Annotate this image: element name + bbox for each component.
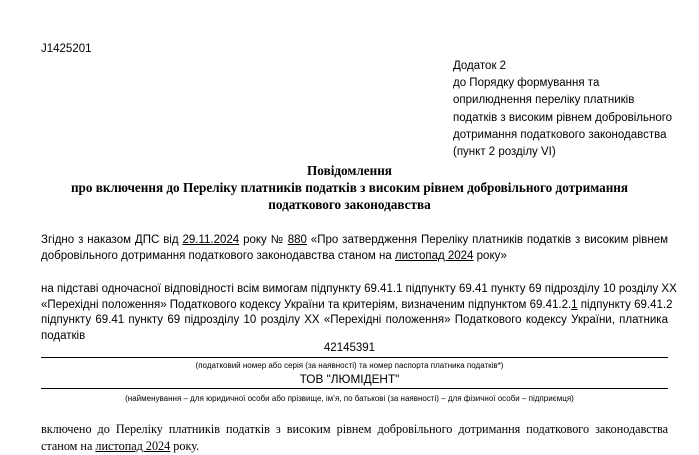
basis-subclause: 1: [571, 298, 578, 311]
basis-text: підпункту 69.41.2: [577, 298, 673, 311]
order-paragraph: [41, 233, 668, 264]
title-line: про включення до Переліку платників податків з високим рівнем добровільного дотримання: [70, 180, 629, 195]
basis-text: «Перехідні положення» Податкового кодексу України та критеріям, визначеним підпунктом 69.41.2.: [41, 298, 572, 311]
inclusion-paragraph: [41, 421, 668, 454]
basis-line: підпункту 69.41 пункту 69 підрозділу 10 розділу XX «Перехідні положення» Податкового кодексу України, платника: [41, 314, 668, 327]
tax-id-value: 42145391: [323, 342, 376, 354]
company-name: ТОВ "ЛЮМІДЕНТ": [299, 372, 400, 386]
order-date: 29.11.2024: [182, 234, 240, 246]
company-caption: (найменування – для юридичної особи або прізвище, ім’я, по батькові (за наявності) – для фізичної особи – підприємця): [125, 394, 574, 403]
appendix-line: Додаток 2: [453, 60, 507, 72]
order-text: року №: [239, 234, 288, 246]
order-period: листопад 2024: [394, 249, 474, 262]
tax-id-caption: (податковий номер або серія (за наявності) та номер паспорта платника податків*): [195, 361, 504, 370]
basis-line: на підставі одночасної відповідності всім вимогам підпункту 69.41.1 підпункту 69.41 пункту 69 підрозділу 10 розділу XX: [41, 283, 677, 295]
page-title: [0, 162, 699, 213]
order-text: добровільного дотримання податкового законодавства станом на: [41, 249, 395, 262]
inclusion-period: листопад 2024: [95, 438, 171, 453]
order-text: Згідно з наказом ДПС від: [41, 234, 183, 246]
inclusion-text: станом на: [41, 438, 96, 453]
appendix-line: оприлюднення переліку платників: [453, 94, 635, 107]
appendix-line: до Порядку формування та: [453, 77, 600, 90]
title-line: податкового законодавства: [268, 197, 431, 212]
company-underline: [41, 388, 668, 389]
order-number: 880: [287, 234, 307, 246]
inclusion-text: року.: [170, 438, 200, 453]
basis-line: податків: [41, 329, 86, 342]
inclusion-line: включено до Переліку платників податків з високим рівнем добровільного дотримання податкового законодавства: [41, 422, 668, 436]
appendix-line: дотримання податкового законодавства: [453, 128, 667, 141]
order-text: «Про затвердження Переліку платників податків з високим рівнем: [306, 234, 668, 246]
title-line: Повідомлення: [307, 163, 392, 178]
appendix-line: (пункт 2 розділу VI): [453, 146, 556, 159]
tax-id-underline: [41, 357, 668, 358]
basis-paragraph: [41, 282, 677, 344]
appendix-line: податків з високим рівнем добровільного: [453, 111, 673, 124]
order-text: року»: [473, 249, 507, 262]
appendix-reference: [453, 58, 672, 161]
form-code: J1425201: [41, 43, 92, 55]
